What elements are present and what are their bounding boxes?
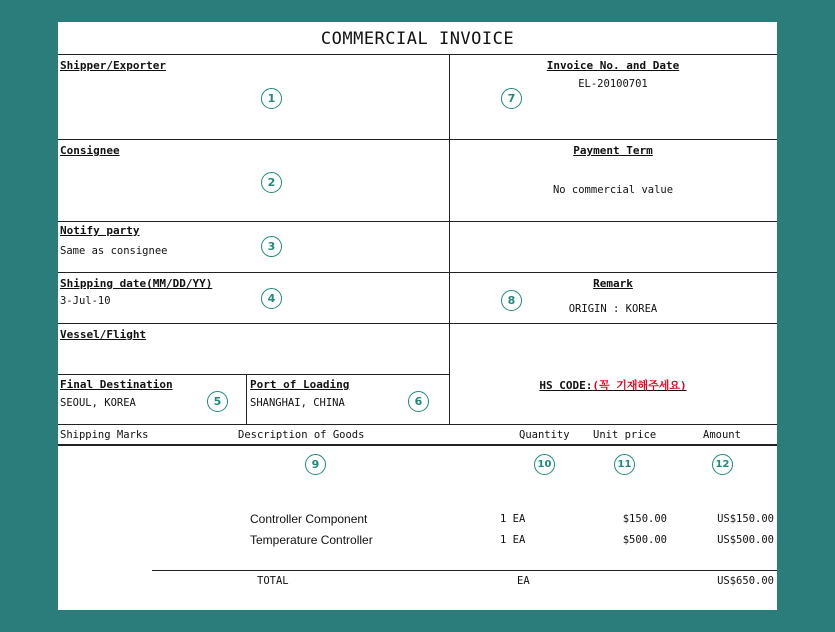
invoice-no-label: Invoice No. and Date <box>546 59 680 72</box>
marker-7: 7 <box>501 88 522 109</box>
col-shipping-marks: Shipping Marks <box>60 429 149 441</box>
total-divider <box>152 570 777 571</box>
hs-code-note: (꼭 기재해주세요) <box>592 379 687 392</box>
row-divider <box>58 272 777 273</box>
vessel-flight-label: Vessel/Flight <box>60 328 147 341</box>
marker-9: 9 <box>305 454 326 475</box>
total-label: TOTAL <box>257 575 289 587</box>
col-unit-price: Unit price <box>593 429 657 441</box>
marker-2: 2 <box>261 172 282 193</box>
marker-11: 11 <box>614 454 635 475</box>
table-header-divider <box>58 444 777 446</box>
invoice-no-value: EL-20100701 <box>578 78 648 90</box>
item-2-description: Temperature Controller <box>250 533 373 547</box>
invoice-title: COMMERCIAL INVOICE <box>320 29 515 49</box>
notify-party-value: Same as consignee <box>60 245 168 257</box>
col-description: Description of Goods <box>238 429 365 441</box>
remark-label: Remark <box>593 277 633 290</box>
destination-divider <box>246 374 247 424</box>
final-destination-label: Final Destination <box>60 378 173 391</box>
port-of-loading-label: Port of Loading <box>250 378 350 391</box>
marker-1: 1 <box>261 88 282 109</box>
payment-term-value: No commercial value <box>552 184 674 196</box>
final-destination-value: SEOUL, KOREA <box>60 397 136 409</box>
marker-12: 12 <box>712 454 733 475</box>
shipping-date-label: Shipping date(MM/DD/YY) <box>60 277 213 290</box>
notify-party-label: Notify party <box>60 224 140 237</box>
marker-5: 5 <box>207 391 228 412</box>
hs-code-label: HS CODE: <box>539 379 593 392</box>
payment-term-label: Payment Term <box>573 144 653 157</box>
total-quantity: EA <box>517 575 530 587</box>
marker-4: 4 <box>261 288 282 309</box>
row-divider <box>58 221 777 222</box>
table-top-divider <box>58 424 777 425</box>
shipping-date-value: 3-Jul-10 <box>60 295 111 307</box>
hs-code <box>449 377 777 393</box>
marker-10: 10 <box>534 454 555 475</box>
total-amount: US$650.00 <box>717 575 774 587</box>
item-2-amount: US$500.00 <box>717 534 774 546</box>
marker-6: 6 <box>408 391 429 412</box>
col-amount: Amount <box>703 429 741 441</box>
remark-value: ORIGIN : KOREA <box>568 303 658 315</box>
row-divider <box>58 323 777 324</box>
center-divider <box>449 54 450 424</box>
item-2-quantity: 1 EA <box>500 534 526 546</box>
item-2-unit-price: $500.00 <box>622 534 667 546</box>
item-1-amount: US$150.00 <box>717 513 774 525</box>
consignee-label: Consignee <box>60 144 120 157</box>
marker-8: 8 <box>501 290 522 311</box>
marker-3: 3 <box>261 236 282 257</box>
row-divider <box>58 374 449 375</box>
port-of-loading-value: SHANGHAI, CHINA <box>250 397 345 409</box>
invoice-sheet <box>58 22 777 610</box>
item-1-quantity: 1 EA <box>500 513 526 525</box>
item-1-unit-price: $150.00 <box>622 513 667 525</box>
item-1-description: Controller Component <box>250 512 368 526</box>
col-quantity: Quantity <box>519 429 570 441</box>
title-divider <box>58 54 777 55</box>
shipper-label: Shipper/Exporter <box>60 59 166 72</box>
row-divider <box>58 139 777 140</box>
